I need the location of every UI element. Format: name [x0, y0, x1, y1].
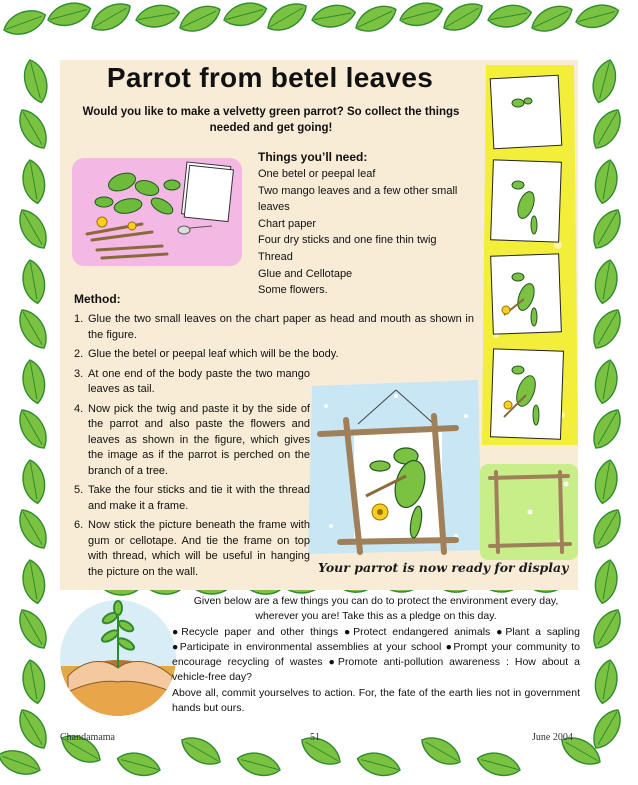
environment-closing: Above all, commit yourselves to action. For, the fate of the earth lies not in government hands but ours.	[172, 686, 580, 715]
hands-sapling-illustration	[58, 596, 178, 720]
method-step	[74, 312, 474, 343]
step-text: Take the four sticks and tie it with the thread and make it a frame.	[88, 484, 310, 512]
needs-list	[258, 166, 488, 299]
environment-pledges: ●Recycle paper and other things ●Protect endangered animals ●Plant a sapling ●Participate in environmental assemblies at your school ●Prompt your community to encourage recycling of wastes ●Promote anti-pollution awareness : How about a vehicle-free day?	[172, 625, 580, 684]
step-text: Glue the two small leaves on the chart paper as head and mouth as shown in the figure.	[88, 313, 474, 341]
footer-page-number: 51	[310, 732, 320, 743]
method-step	[74, 402, 310, 480]
display-caption: Your parrot is now ready for display	[318, 560, 569, 575]
step-number: 1.	[74, 313, 84, 325]
needs-heading: Things you’ll need:	[258, 150, 368, 164]
subtitle: Would you like to make a velvetty green parrot? So collect the things needed and get going!	[82, 106, 460, 134]
needs-item: Some flowers.	[258, 284, 328, 297]
environment-intro: Given below are a few things you can do to protect the environment every day, wherever you are! Take this as a pledge on this day.	[193, 595, 559, 623]
right-leaves	[587, 57, 627, 753]
step-number: 4.	[74, 402, 84, 415]
page-title: Parrot from betel leaves	[106, 62, 434, 93]
method-steps	[74, 312, 474, 584]
needs-item: Chart paper	[258, 217, 317, 230]
footer-date: June 2004	[532, 732, 573, 743]
step-text: Glue the betel or peepal leaf which will be the body.	[88, 348, 339, 360]
needs-item: Thread	[258, 250, 293, 263]
needs-item: Two mango leaves and a few other small leaves	[258, 184, 458, 214]
step-text: At one end of the body paste the two mango leaves as tail.	[88, 367, 310, 395]
top-leaves	[0, 0, 621, 40]
steps-strip-illustration	[478, 65, 582, 445]
step-text: Now stick the picture beneath the frame with gum or cellotape. And tie the frame on top with thread, which will be useful in hanging the picture on the wall.	[88, 519, 310, 578]
stick-frame-illustration	[480, 464, 578, 560]
method-heading: Method:	[74, 292, 121, 306]
environment-section	[172, 594, 580, 716]
step-number: 6.	[74, 519, 84, 531]
method-step	[74, 483, 310, 514]
method-step	[74, 518, 310, 580]
step-number: 5.	[74, 484, 84, 496]
step-number: 2.	[74, 348, 84, 360]
needs-item: One betel or peepal leaf	[258, 168, 376, 180]
method-step	[74, 367, 310, 398]
step-text: Now pick the twig and paste it by the side of the parrot and also paste the flowers and leaves as shown in the figure, which gives the image as if the parrot is perched on the branch of a tree.	[88, 402, 310, 477]
left-leaves	[13, 57, 53, 753]
materials-illustration	[72, 150, 252, 270]
needs-item: Four dry sticks and one fine thin twig	[258, 234, 437, 247]
needs-item: Glue and Cellotape	[258, 267, 353, 280]
footer-magazine: Chandamama	[60, 732, 115, 743]
method-step	[74, 347, 474, 363]
step-number: 3.	[74, 367, 84, 380]
